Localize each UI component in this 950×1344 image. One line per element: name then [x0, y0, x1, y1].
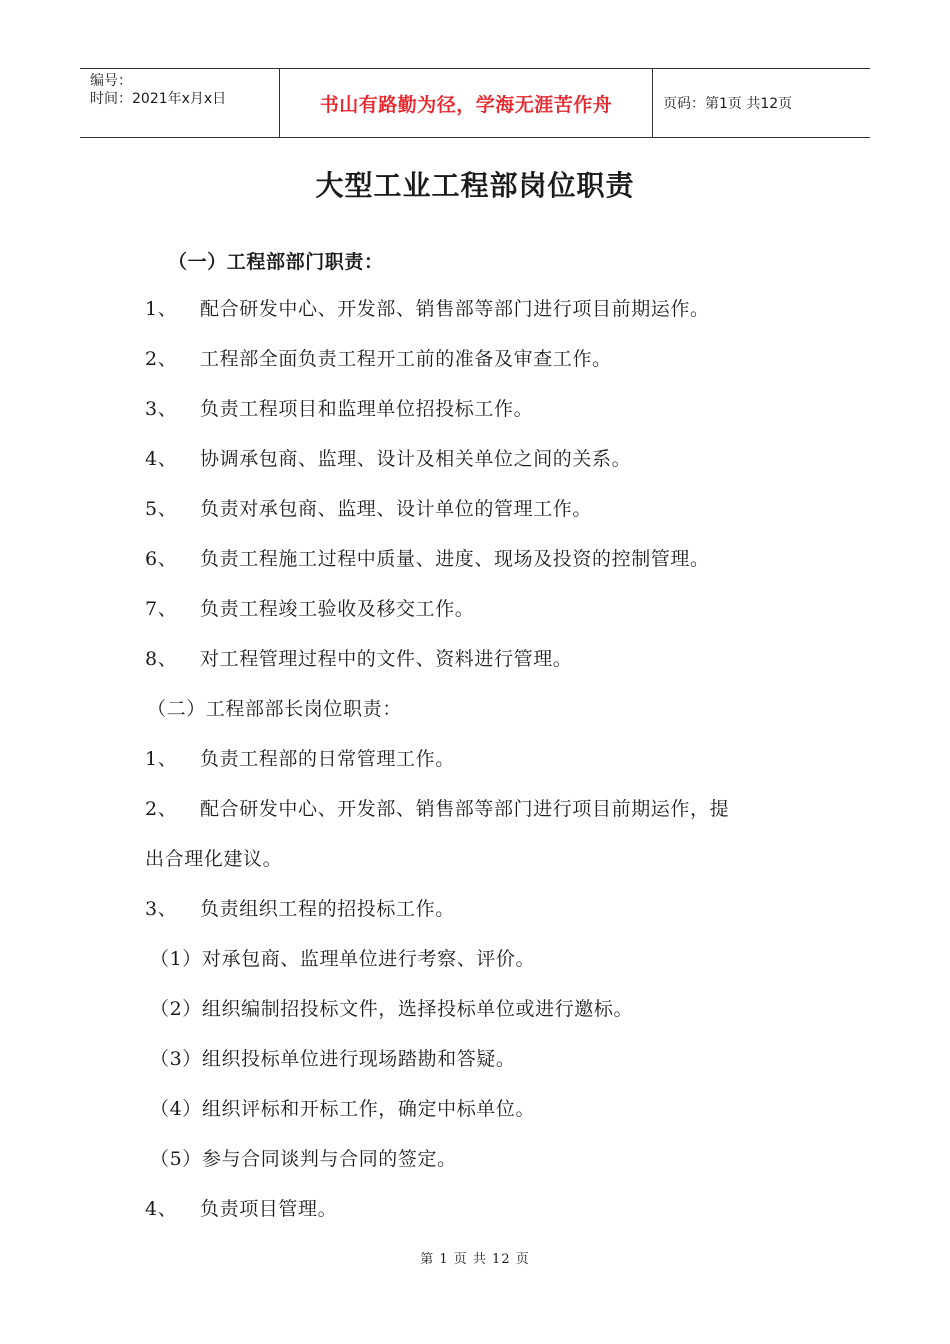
list-item-number: 2、	[145, 348, 178, 370]
list-item-number: 3、	[145, 398, 178, 420]
list-item-number: 1、	[145, 748, 178, 770]
list-item-text: 负责工程施工过程中质量、进度、现场及投资的控制管理。	[200, 548, 710, 570]
list-item-number: 1、	[145, 298, 178, 320]
list-item-number: 7、	[145, 598, 178, 620]
header-motto: 书山有路勤为径，学海无涯苦作舟	[280, 69, 653, 137]
sub-list-item: （5）参与合同谈判与合同的签定。	[150, 1148, 457, 1170]
list-item-continuation: 出合理化建议。	[145, 848, 283, 870]
list-item-text: 负责工程部的日常管理工作。	[200, 748, 455, 770]
list-item-number: 4、	[145, 448, 178, 470]
list-item-text: 负责工程项目和监理单位招投标工作。	[200, 398, 534, 420]
sub-list-item: （4）组织评标和开标工作，确定中标单位。	[150, 1098, 536, 1120]
list-item-text: 负责项目管理。	[200, 1198, 338, 1220]
list-item-text: 负责组织工程的招投标工作。	[200, 898, 455, 920]
header-page-info: 页码：第1页 共12页	[663, 96, 793, 112]
sub-list-item: （2）组织编制招投标文件，选择投标单位或进行邀标。	[150, 998, 634, 1020]
list-item-number: 4、	[145, 1198, 178, 1220]
list-item-text: 配合研发中心、开发部、销售部等部门进行项目前期运作。	[200, 298, 710, 320]
list-item-text: 对工程管理过程中的文件、资料进行管理。	[200, 648, 573, 670]
list-item-text: 工程部全面负责工程开工前的准备及审查工作。	[200, 348, 612, 370]
section1-heading: （一）工程部部门职责：	[168, 251, 384, 273]
list-item-number: 2、	[145, 798, 178, 820]
list-item-number: 5、	[145, 498, 178, 520]
document-title: 大型工业工程部岗位职责	[315, 169, 635, 202]
sub-list-item: （1）对承包商、监理单位进行考察、评价。	[150, 948, 536, 970]
list-item-number: 6、	[145, 548, 178, 570]
sub-list-item: （3）组织投标单位进行现场踏勘和答疑。	[150, 1048, 516, 1070]
list-item-number: 3、	[145, 898, 178, 920]
list-item-text: 负责工程竣工验收及移交工作。	[200, 598, 475, 620]
document-number-label: 编号：	[90, 73, 132, 89]
page-footer: 第 1 页 共 12 页	[420, 1252, 530, 1267]
list-item-text: 负责对承包商、监理、设计单位的管理工作。	[200, 498, 593, 520]
header-table	[80, 68, 870, 138]
list-item-number: 8、	[145, 648, 178, 670]
section2-heading: （二）工程部部长岗位职责：	[147, 698, 402, 720]
list-item-text: 协调承包商、监理、设计及相关单位之间的关系。	[200, 448, 632, 470]
document-time-label: 时间：2021年x月x日	[90, 91, 227, 107]
list-item-text: 配合研发中心、开发部、销售部等部门进行项目前期运作，提	[200, 798, 730, 820]
header-meta	[80, 69, 280, 137]
